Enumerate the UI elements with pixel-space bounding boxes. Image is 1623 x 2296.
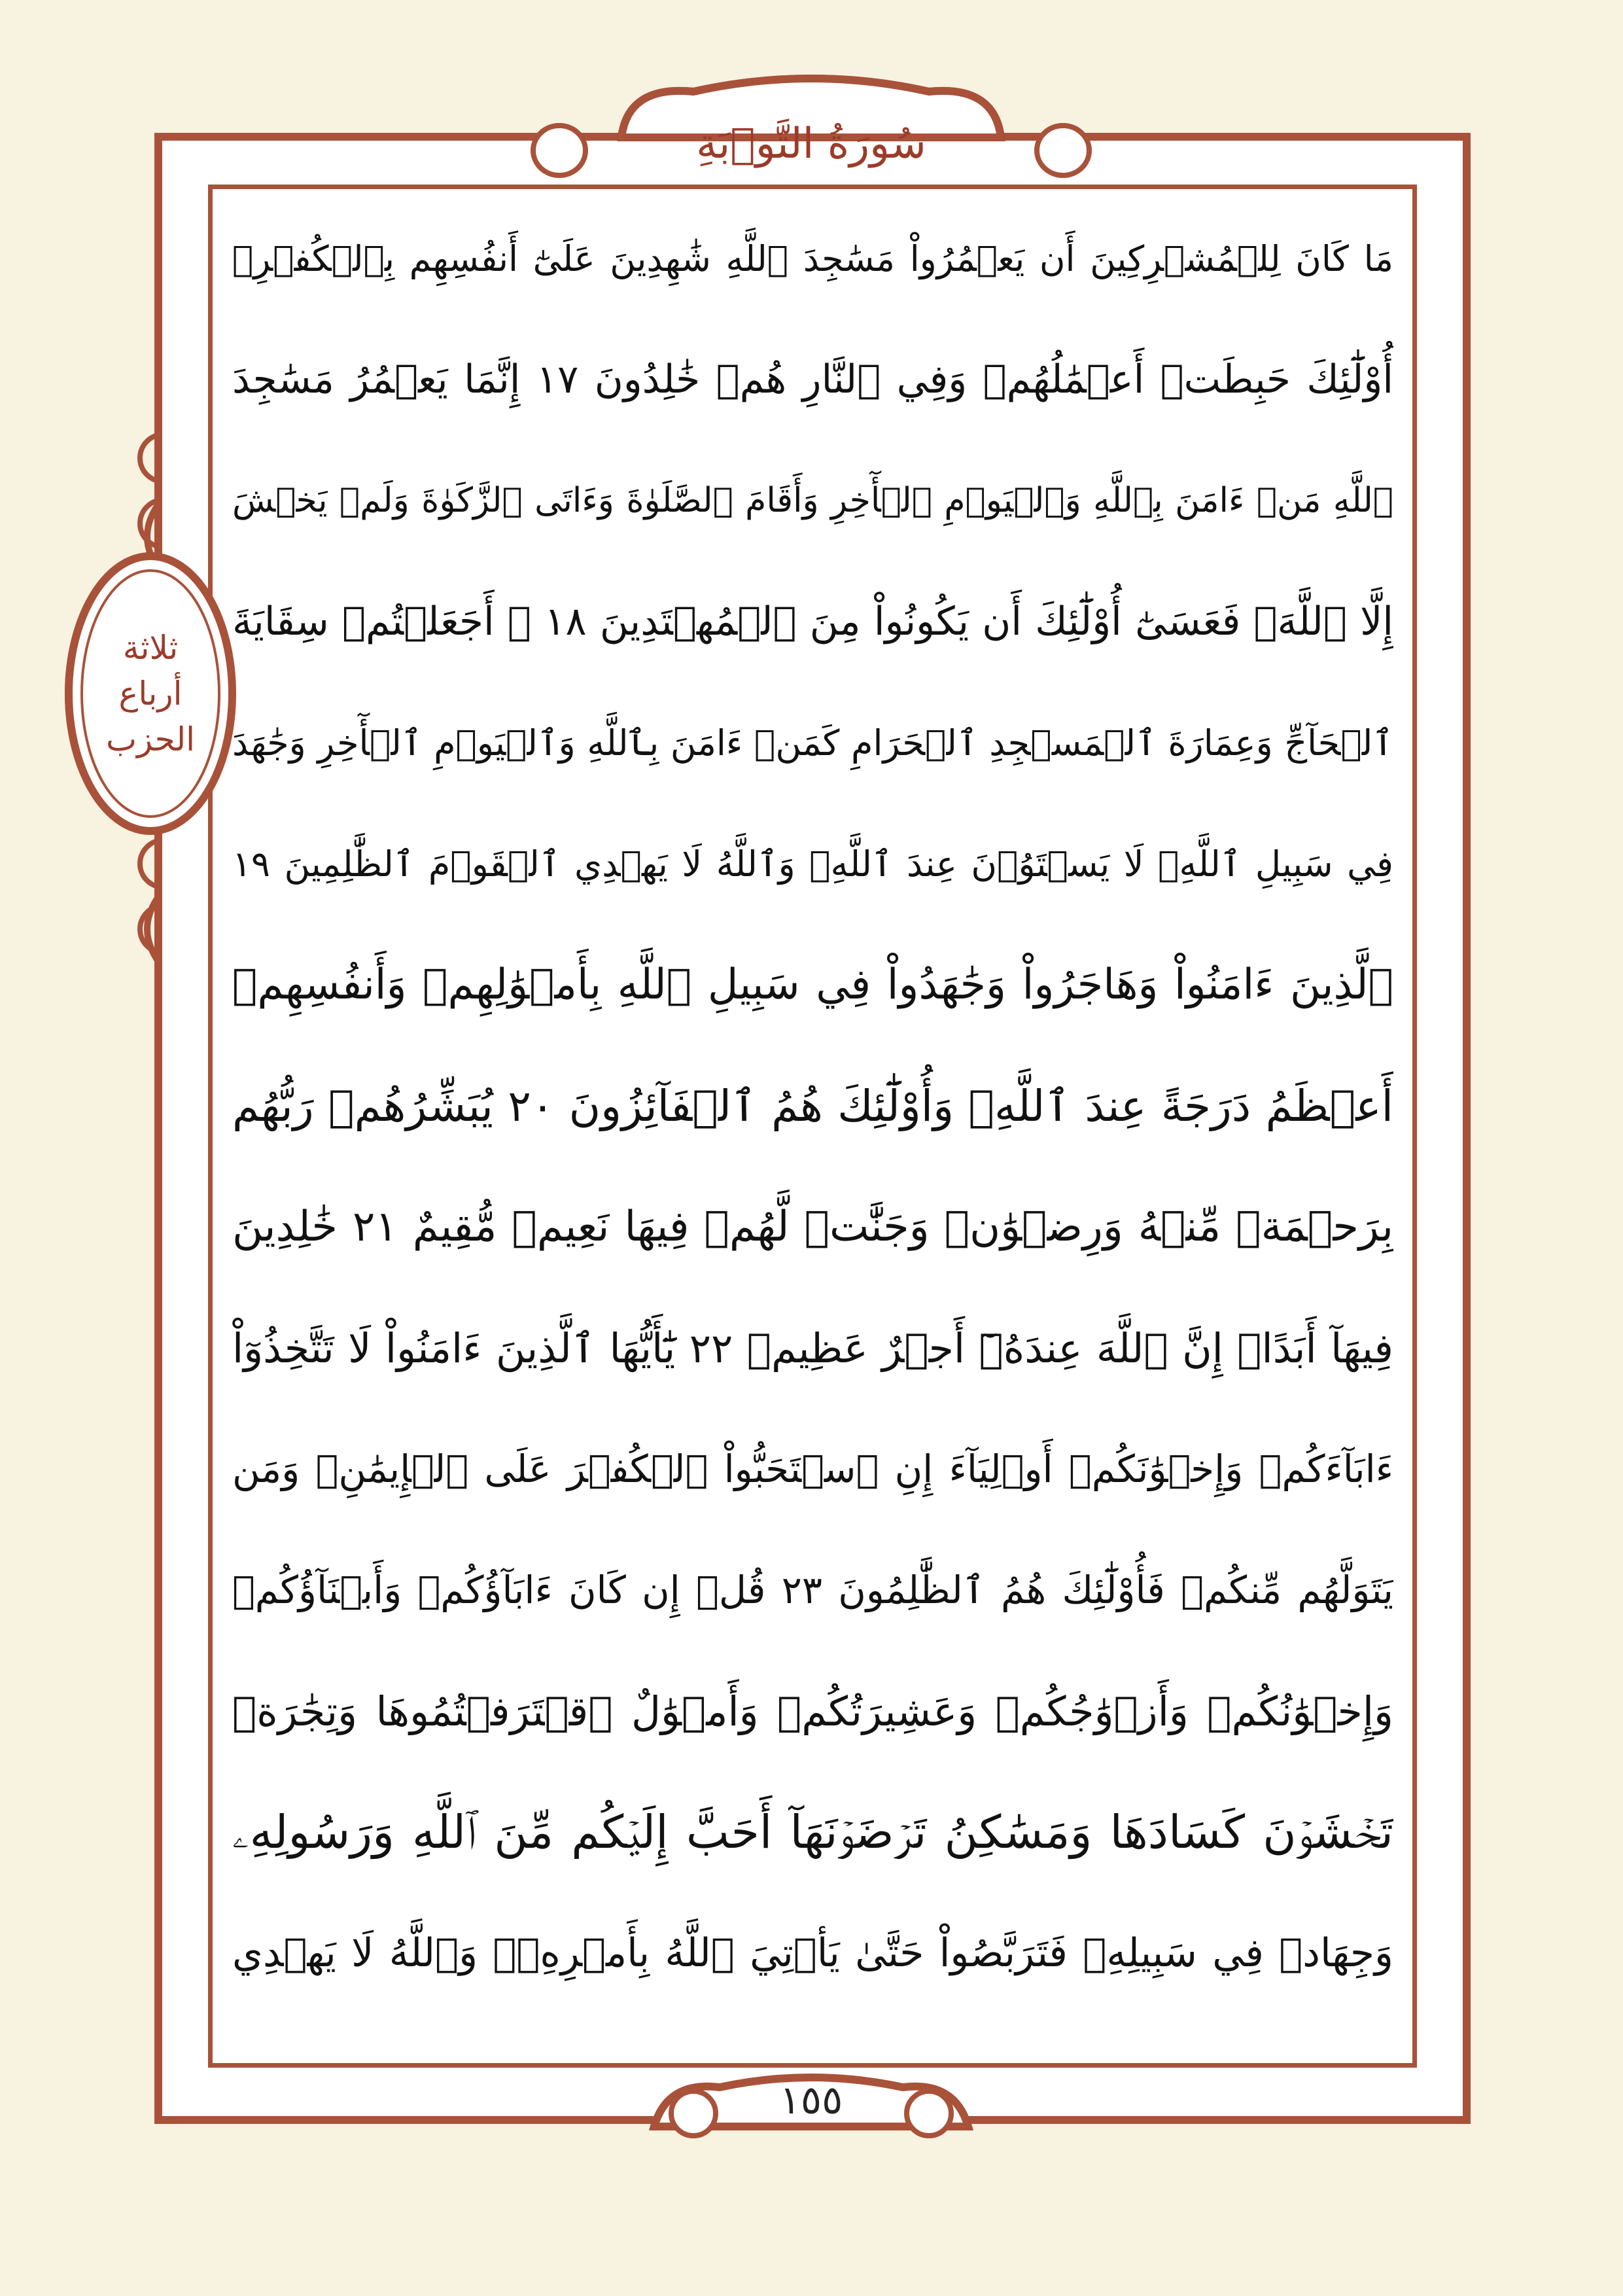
text-line	[232, 1420, 1393, 1518]
text-line-content: بِرَحۡمَةٖ مِّنۡهُ وَرِضۡوَٰنٖ وَجَنَّٰتٖ لَّهُمۡ فِيهَا نَعِيمٞ مُّقِيمٌ ٢١ خَٰلِدِينَ	[232, 1203, 1393, 1251]
text-line-content: ٱلۡحَآجِّ وَعِمَارَةَ ٱلۡمَسۡجِدِ ٱلۡحَرَامِ كَمَنۡ ءَامَنَ بِٱللَّهِ وَٱلۡيَوۡمِ ٱلۡأٓخِرِ وَجَٰهَدَ	[232, 722, 1393, 764]
hizb-marker-line: الحزب	[105, 720, 196, 758]
hizb-marker	[85, 576, 216, 811]
text-line-content: أُوْلَٰٓئِكَ حَبِطَتۡ أَعۡمَٰلُهُمۡ وَفِي ٱلنَّارِ هُمۡ خَٰلِدُونَ ١٧ إِنَّمَا يَعۡمُرُ مَسَٰجِدَ	[232, 357, 1393, 402]
text-line-content: أَعۡظَمُ دَرَجَةً عِندَ ٱللَّهِۚ وَأُوْلَٰٓئِكَ هُمُ ٱلۡفَآئِزُونَ ٢٠ يُبَشِّرُهُمۡ رَبُّهُم	[232, 1080, 1393, 1131]
text-line-content: إِلَّا ٱللَّهَۖ فَعَسَىٰٓ أُوْلَٰٓئِكَ أَن يَكُونُواْ مِنَ ٱلۡمُهۡتَدِينَ ١٨ ۞ أَجَعَلۡتُمۡ سِقَايَةَ	[232, 599, 1393, 645]
text-line	[232, 1904, 1393, 2002]
surah-title: سُورَةُ التَّوۡبَةِ	[696, 120, 926, 168]
text-line	[232, 1178, 1393, 1276]
text-line-content: فِيهَآ أَبَدًاۚ إِنَّ ٱللَّهَ عِندَهُۥٓ أَجۡرٌ عَظِيمٞ ٢٢ يَٰٓأَيُّهَا ٱلَّذِينَ ءَامَنُواْ لَا تَتَّخِذُوٓاْ	[232, 1324, 1393, 1372]
text-line	[232, 330, 1393, 429]
text-line-content: ءَابَآءَكُمۡ وَإِخۡوَٰنَكُمۡ أَوۡلِيَآءَ إِنِ ٱسۡتَحَبُّواْ ٱلۡكُفۡرَ عَلَى ٱلۡإِيمَٰنِۚ وَمَن	[232, 1447, 1393, 1491]
text-line	[232, 694, 1393, 792]
text-line	[232, 1299, 1393, 1397]
text-line	[232, 451, 1393, 550]
text-line-content: يَتَوَلَّهُم مِّنكُمۡ فَأُوْلَٰٓئِكَ هُمُ ٱلظَّٰلِمُونَ ٢٣ قُلۡ إِن كَانَ ءَابَآؤُكُمۡ وَأَبۡنَآؤُكُمۡ	[232, 1568, 1393, 1612]
text-line	[232, 1541, 1393, 1639]
text-line-content: وَإِخۡوَٰنُكُمۡ وَأَزۡوَٰجُكُمۡ وَعَشِيرَتُكُمۡ وَأَمۡوَٰلٌ ٱقۡتَرَفۡتُمُوهَا وَتِجَٰرَةٞ	[232, 1687, 1393, 1735]
text-line	[232, 936, 1393, 1034]
text-line-content: فِي سَبِيلِ ٱللَّهِۚ لَا يَسۡتَوُۥنَ عِندَ ٱللَّهِۗ وَٱللَّهُ لَا يَهۡدِي ٱلۡقَوۡمَ ٱلظَّٰلِمِينَ ١٩	[232, 843, 1393, 885]
text-line	[232, 1662, 1393, 1760]
text-line-content: تَخۡشَوۡنَ كَسَادَهَا وَمَسَٰكِنُ تَرۡضَوۡنَهَآ أَحَبَّ إِلَيۡكُم مِّنَ ٱللَّهِ وَرَسُولِهِۦ	[232, 1805, 1393, 1859]
page-number: ١٥٥	[779, 2077, 843, 2123]
text-line-content: وَجِهَادٖ فِي سَبِيلِهِۦ فَتَرَبَّصُواْ حَتَّىٰ يَأۡتِيَ ٱللَّهُ بِأَمۡرِهِۦۗ وَٱللَّهُ لَا يَهۡدِي	[232, 1930, 1393, 1976]
quran-text-block	[232, 209, 1393, 2041]
text-line	[232, 815, 1393, 913]
text-line	[232, 209, 1393, 308]
text-line	[232, 1783, 1393, 1881]
hizb-marker-line: أرباع	[118, 675, 183, 713]
text-line	[232, 1057, 1393, 1155]
text-line-content: ٱلَّذِينَ ءَامَنُواْ وَهَاجَرُواْ وَجَٰهَدُواْ فِي سَبِيلِ ٱللَّهِ بِأَمۡوَٰلِهِمۡ وَأَنفُسِهِمۡ	[232, 961, 1393, 1009]
text-line-content: مَا كَانَ لِلۡمُشۡرِكِينَ أَن يَعۡمُرُواْ مَسَٰجِدَ ٱللَّهِ شَٰهِدِينَ عَلَىٰٓ أَنفُسِهِم بِٱلۡكُفۡرِۚ	[232, 238, 1393, 279]
text-line-content: ٱللَّهِ مَنۡ ءَامَنَ بِٱللَّهِ وَٱلۡيَوۡمِ ٱلۡأٓخِرِ وَأَقَامَ ٱلصَّلَوٰةَ وَءَاتَى ٱلزَّكَوٰةَ وَلَمۡ يَخۡشَ	[232, 481, 1393, 520]
hizb-marker-line: ثلاثة	[122, 629, 179, 667]
text-line	[232, 573, 1393, 671]
